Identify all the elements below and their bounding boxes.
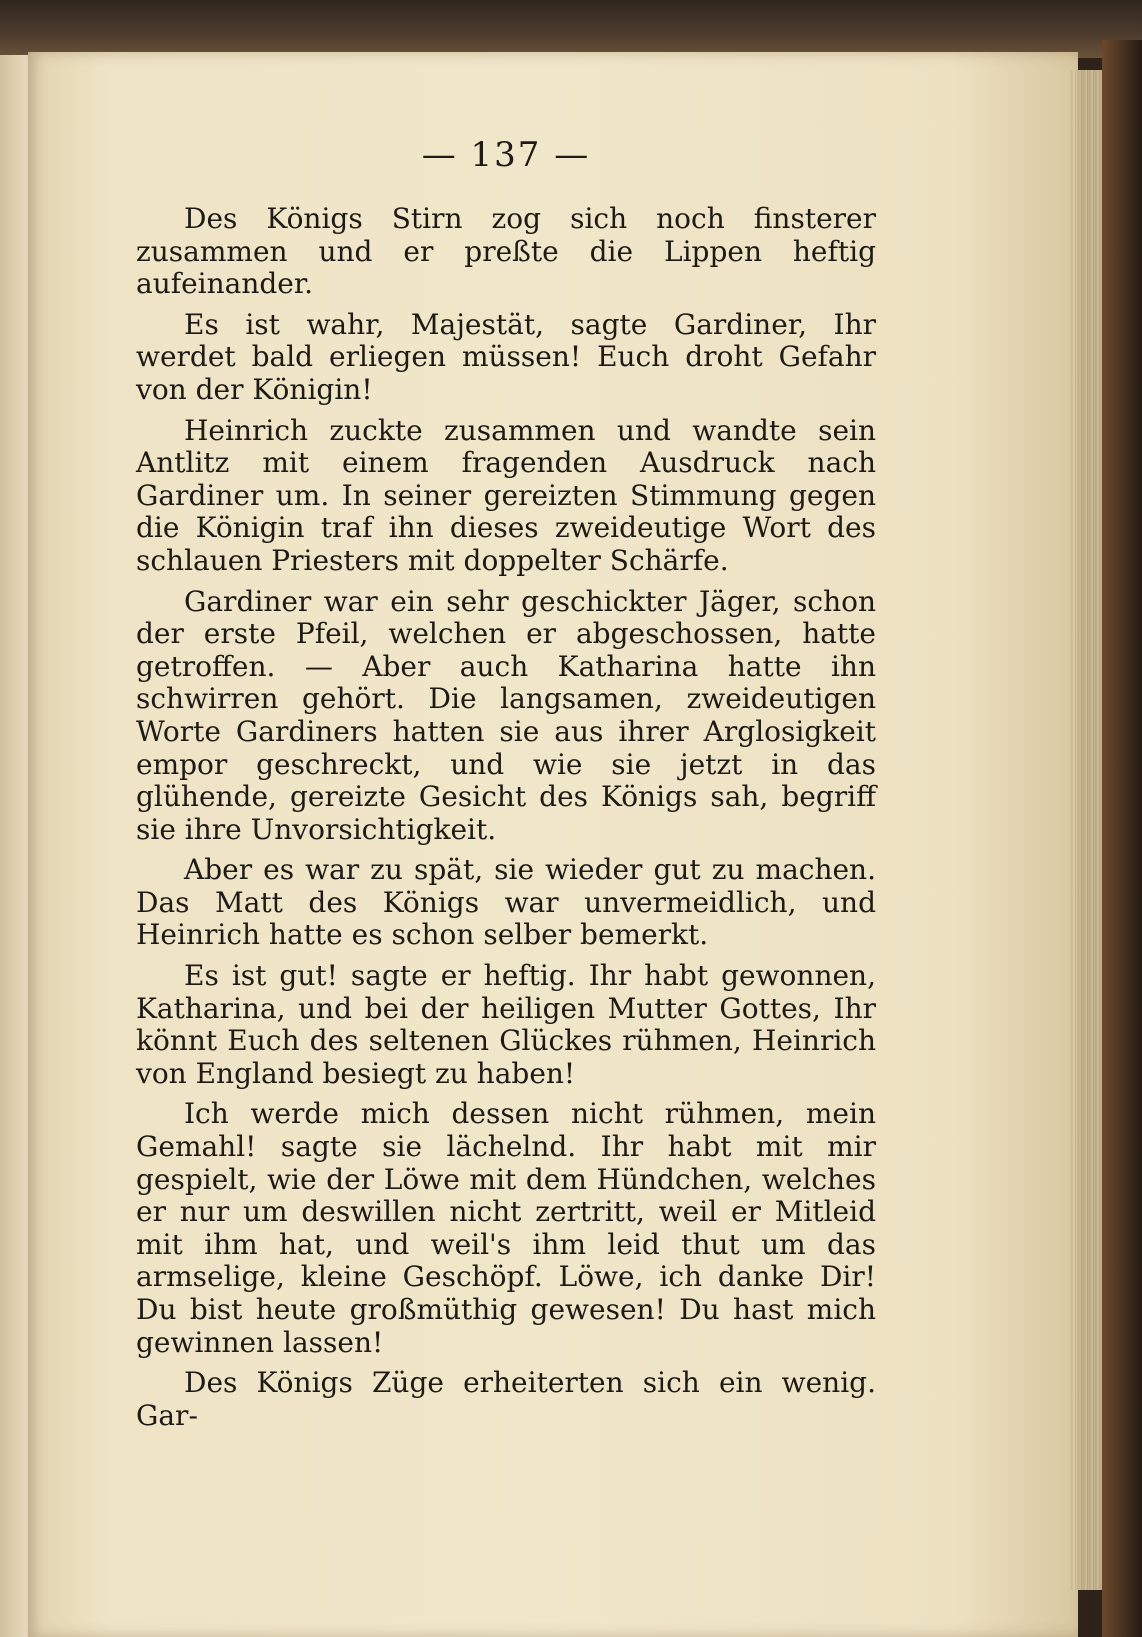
page-number: — 137 — (421, 135, 591, 175)
paragraph: Es ist wahr, Majestät, sagte Gardiner, Ihr werdet bald erliegen müssen! Euch droht Gefahr von der Königin! (136, 307, 876, 406)
paragraph: Heinrich zuckte zusammen und wandte sein Antlitz mit einem fragenden Ausdruck nach Gardiner um. In seiner gereizten Stimmung gegen die Königin traf ihn dieses zweideutige Wort des schlauen Priesters mit doppelter Schärfe. (136, 413, 876, 577)
page-stack-edges (1070, 70, 1102, 1590)
book-cover-right (1102, 40, 1142, 1637)
paragraph: Gardiner war ein sehr geschickter Jäger, schon der erste Pfeil, welchen er abgeschossen, hatte getroffen. — Aber auch Katharina hatte ihn schwirren gehört. Die langsamen, zweideutigen Worte Gardiners hatten sie aus ihrer Arglosigkeit empor geschreckt, und wie sie jetzt in das glühende, gereizte Gesicht des Königs sah, begriff sie ihre Unvorsichtigkeit. (136, 584, 876, 846)
paragraph: Es ist gut! sagte er heftig. Ihr habt gewonnen, Katharina, und bei der heiligen Mutter Gottes, Ihr könnt Euch des seltenen Glückes rühmen, Heinrich von England besiegt zu haben! (136, 959, 876, 1090)
paragraph: Des Königs Züge erheiterten sich ein wenig. Gar- (136, 1366, 876, 1432)
paragraph: Aber es war zu spät, sie wieder gut zu machen. Das Matt des Königs war unvermeidlich, und Heinrich hatte es schon selber bemerkt. (136, 853, 876, 952)
paragraph: Des Königs Stirn zog sich noch finsterer zusammen und er preßte die Lippen heftig aufeinander. (136, 202, 876, 301)
page-text (136, 135, 876, 1440)
book-cover-top (0, 0, 1142, 58)
paragraph: Ich werde mich dessen nicht rühmen, mein Gemahl! sagte sie lächelnd. Ihr habt mit mir gespielt, wie der Löwe mit dem Hündchen, welches er nur um deswillen nicht zertritt, weil er Mitleid mit ihm hat, und weil's ihm leid thut um das armselige, kleine Geschöpf. Löwe, ich danke Dir! Du bist heute großmüthig gewesen! Du hast mich gewinnen lassen! (136, 1097, 876, 1359)
